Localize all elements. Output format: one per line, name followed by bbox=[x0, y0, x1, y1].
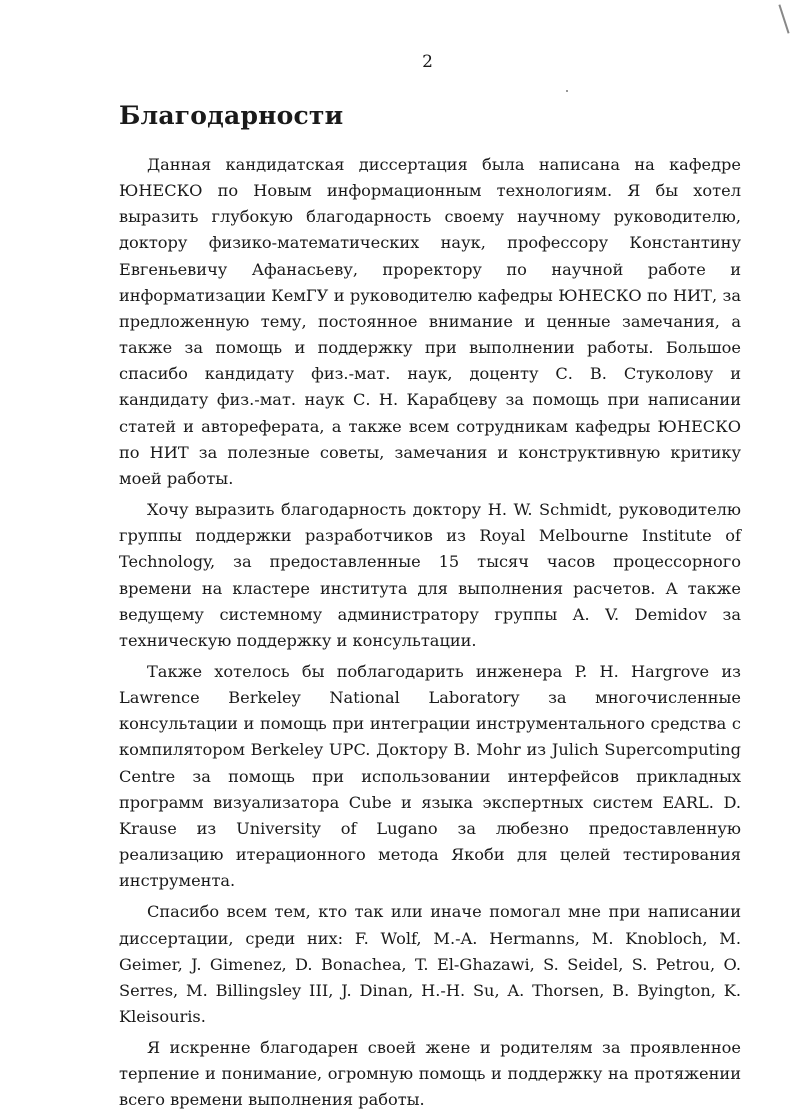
body-text bbox=[119, 152, 741, 1114]
scan-artifact-dot bbox=[566, 90, 568, 92]
scan-artifact-mark bbox=[778, 4, 789, 33]
page-number: 2 bbox=[422, 52, 433, 72]
paragraph-acknowledgement-collaborators: Также хотелось бы поблагодарить инженера P. H. Hargrove из Lawrence Berkeley National Laboratory за многочисленные консультации и помощь при интеграции инструментального средства с компилятором Berkeley UPC. Доктору B. Mohr из Julich Supercomputing Centre за помощь при использовании интерфейсов прикладных программ визуализатора Cube и языка экспертных систем EARL. D. Krause из University of Lugano за любезно предоставленную реализацию итерационного метода Якоби для целей тестирования инструмента. bbox=[119, 661, 741, 891]
paragraph-acknowledgement-helpers: Спасибо всем тем, кто так или иначе помогал мне при написании диссертации, среди них: F. Wolf, M.-A. Hermanns, M. Knobloch, M. Geimer, J. Gimenez, D. Bonachea, T. El-Ghazawi, S. Seidel, S. Petrou, O. Serres, M. Billingsley III, J. Dinan, H.-H. Su, A. Thorsen, B. Byington, K. Kleisouris. bbox=[119, 902, 741, 1026]
paragraph-acknowledgement-department: Данная кандидатская диссертация была написана на кафедре ЮНЕСКО по Новым информационным технологиям. Я бы хотел выразить глубокую благодарность своему научному руководителю, доктору физико-математических наук, профессору Константину Евгеньевичу Афанасьеву, проректору по научной работе и информатизации КемГУ и руководителю кафедры ЮНЕСКО по НИТ, за предложенную тему, постоянное внимание и ценные замечания, а также за помощь и поддержку при выполнении работы. Большое спасибо кандидату физ.-мат. наук, доценту С. В. Стуколову и кандидату физ.-мат. наук С. Н. Карабцеву за помощь при написании статей и автореферата, а также всем сотрудникам кафедры ЮНЕСКО по НИТ за полезные советы, замечания и конструктивную критику моей работы. bbox=[119, 155, 741, 488]
paragraph-acknowledgement-rmit: Хочу выразить благодарность доктору H. W. Schmidt, руководителю группы поддержки разработчиков из Royal Melbourne Institute of Technology, за предоставленные 15 тысяч часов процессорного времени на кластере института для выполнения расчетов. А также ведущему системному администратору группы A. V. Demidov за техническую поддержку и консультации. bbox=[119, 500, 741, 650]
page-title: Благодарности bbox=[119, 101, 344, 130]
paragraph-acknowledgement-family: Я искренне благодарен своей жене и родителям за проявленное терпение и понимание, огромную помощь и поддержку на протяжении всего времени выполнения работы. bbox=[119, 1038, 741, 1110]
